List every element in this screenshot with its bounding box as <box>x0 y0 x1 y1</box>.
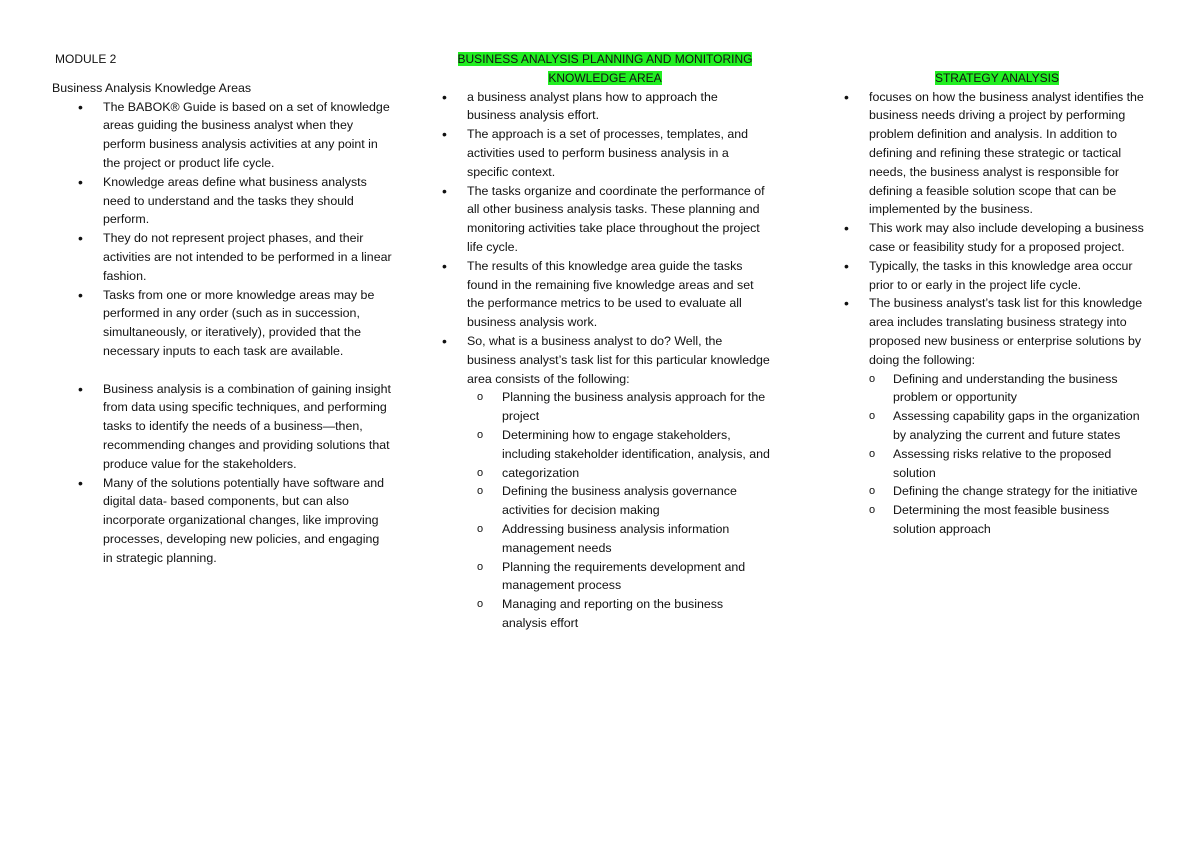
list-item: • Knowledge areas define what business analysts need to understand and the tasks they should perform. <box>52 173 392 229</box>
column-knowledge-areas <box>52 50 392 568</box>
sub-list-item: o Planning the business analysis approach for the project <box>467 388 770 426</box>
list-item: • focuses on how the business analyst identifies the business needs driving a project by performing problem definition and analysis. In addition to defining and refining these strategic or tactical needs, the business analyst is responsible for defining a feasible solution scope that can be implemented by the business. <box>842 88 1152 220</box>
sub-list-item: o Determining how to engage stakeholders, including stakeholder identification, analysis, and <box>467 426 770 464</box>
sub-list-item: o Assessing capability gaps in the organization by analyzing the current and future states <box>869 407 1152 445</box>
list-item: • The tasks organize and coordinate the performance of all other business analysis tasks. These planning and monitoring activities take place throughout the project life cycle. <box>440 182 770 257</box>
list-item: • Tasks from one or more knowledge areas may be performed in any order (such as in succession, simultaneously, or iteratively), provided that the necessary inputs to each task are available. <box>52 286 392 361</box>
list-item: • This work may also include developing a business case or feasibility study for a proposed project. <box>842 219 1152 257</box>
column-strategy-analysis <box>842 50 1152 539</box>
list-item <box>842 294 1152 538</box>
task-sublist <box>869 370 1152 539</box>
sub-list-item: o Defining and understanding the business problem or opportunity <box>869 370 1152 408</box>
heading-line-2: KNOWLEDGE AREA <box>548 70 662 85</box>
column-planning-monitoring <box>440 50 770 633</box>
list-item: • Business analysis is a combination of gaining insight from data using specific techniques, and performing tasks to identify the needs of a business—then, recommending changes and providing solutions that produce value for the stakeholders. <box>52 380 392 474</box>
sub-list-item: o Defining the business analysis governance activities for decision making <box>467 482 770 520</box>
sub-list-item: o Defining the change strategy for the initiative <box>869 482 1152 501</box>
sub-list-item: o categorization <box>467 464 770 483</box>
list-item: • The results of this knowledge area guide the tasks found in the remaining five knowledge areas and set the performance metrics to be used to evaluate all business analysis work. <box>440 257 770 332</box>
list-item-text: The business analyst’s task list for this knowledge area includes translating business strategy into proposed new business or enterprise solutions by doing the following: <box>869 296 1143 367</box>
list-item <box>440 332 770 633</box>
list-item: • They do not represent project phases, and their activities are not intended to be performed in a linear fashion. <box>52 229 392 285</box>
sub-list-item: o Determining the most feasible business solution approach <box>869 501 1152 539</box>
knowledge-areas-list <box>52 98 392 568</box>
section-subheading: Business Analysis Knowledge Areas <box>52 80 252 95</box>
heading-line-1: BUSINESS ANALYSIS PLANNING AND MONITORING <box>457 52 753 66</box>
list-item: • The BABOK® Guide is based on a set of knowledge areas guiding the business analyst when they perform business analysis activities at any point in the project or product life cycle. <box>52 98 392 173</box>
list-item: • Typically, the tasks in this knowledge area occur prior to or early in the project life cycle. <box>842 257 1152 295</box>
sub-list-item: o Managing and reporting on the business analysis effort <box>467 595 770 633</box>
sub-list-item: o Assessing risks relative to the proposed solution <box>869 445 1152 483</box>
list-item-text: So, what is a business analyst to do? Well, the business analyst’s task list for this particular knowledge area consists of the following: <box>467 333 770 386</box>
section-heading <box>440 50 770 88</box>
task-sublist <box>467 388 770 632</box>
module-label: MODULE 2 <box>55 52 117 66</box>
sub-list-item: o Addressing business analysis information management needs <box>467 520 770 558</box>
sub-list-item: o Planning the requirements development and management process <box>467 558 770 596</box>
strategy-list <box>842 88 1152 539</box>
list-item: • Many of the solutions potentially have software and digital data- based components, but can also incorporate organizational changes, like improving processes, developing new policies, and engaging in strategic planning. <box>52 474 392 568</box>
list-item: • The approach is a set of processes, templates, and activities used to perform business analysis in a specific context. <box>440 125 770 181</box>
heading-strategy: STRATEGY ANALYSIS <box>934 70 1060 85</box>
list-item: • a business analyst plans how to approach the business analysis effort. <box>440 88 770 126</box>
section-heading <box>842 69 1152 88</box>
planning-list <box>440 88 770 633</box>
